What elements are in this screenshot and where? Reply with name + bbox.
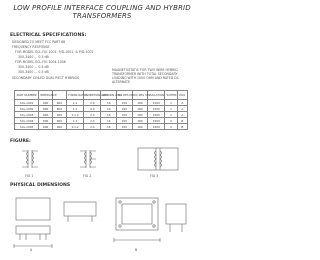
- table-cell: SCL-1001: [15, 100, 39, 106]
- table-row: [15, 124, 188, 130]
- table-cell: 600: [53, 118, 67, 124]
- table-cell: 600: [39, 106, 53, 112]
- table-cell: SCL-1002: [15, 106, 39, 112]
- schematic-fig-2: [80, 150, 96, 168]
- schematic-figures: [20, 146, 190, 174]
- note-line: ALTERNATE: [112, 80, 130, 84]
- table-cell: 2.0: [84, 100, 101, 106]
- table-cell: 1:1.2: [66, 112, 83, 118]
- column-header: RETURN LOSS: [101, 91, 117, 100]
- package-a-drawing: [14, 198, 96, 248]
- package-b-drawing: [114, 198, 186, 242]
- package-label: A: [30, 248, 33, 252]
- table-cell: 1: [165, 100, 177, 106]
- table-cell: 160: [132, 100, 148, 106]
- table-cell: 2.0: [84, 106, 101, 112]
- table-cell: 16: [101, 118, 117, 124]
- schematic-fig-3: [138, 148, 178, 170]
- table-cell: 900: [53, 124, 67, 130]
- table-cell: 1:1: [66, 100, 83, 106]
- page-title: LOW PROFILE INTERFACE COUPLING AND HYBRID TRANSFORMERS: [13, 4, 191, 20]
- table-cell: 2.0: [84, 118, 101, 124]
- table-cell: 1: [165, 112, 177, 118]
- spec-line: 300-3400 ... 0.5 dB: [18, 55, 49, 59]
- table-header-row: [15, 91, 188, 100]
- table-cell: 1:1.2: [66, 124, 83, 130]
- table-cell: A: [177, 106, 187, 112]
- column-header: TURNS RATIO: [66, 91, 83, 100]
- table-cell: 16: [101, 124, 117, 130]
- column-header: DC RES SEC: [132, 91, 148, 100]
- spec-line: FOR MODEL SCL-FIG 1001, P/D-1001, & P/D-1002: [15, 50, 94, 54]
- column-header: INSERTION LOSS: [84, 91, 101, 100]
- table-cell: 150: [117, 112, 133, 118]
- table-cell: 600: [39, 124, 53, 130]
- note-line: LOADING WITH 1000 OHM AND RATED DC: [112, 76, 179, 80]
- hybrid-note: [112, 68, 192, 88]
- table-cell: SCL-1003: [15, 112, 39, 118]
- table-cell: 16: [101, 100, 117, 106]
- table-cell: 150: [117, 100, 133, 106]
- table-cell: 600: [39, 100, 53, 106]
- table-cell: 2.0: [84, 112, 101, 118]
- spec-table: [14, 90, 188, 130]
- fig-label: FIG 1: [25, 174, 34, 178]
- note-line: MAGNETOSTATIC FOR TWO WIRE HYBRID: [112, 68, 178, 72]
- table-cell: 160: [132, 112, 148, 118]
- table-cell: 1500: [148, 112, 165, 118]
- table-cell: 160: [132, 124, 148, 130]
- table-cell: 16: [101, 106, 117, 112]
- spec-line: DESIGNED TO MEET FCC PART 68: [12, 40, 66, 44]
- table-cell: 600: [53, 106, 67, 112]
- column-header: PKG: [177, 91, 187, 100]
- table-cell: 600: [39, 118, 53, 124]
- fig-label: FIG 2: [83, 174, 92, 178]
- electrical-spec-list: [12, 40, 112, 84]
- package-label: B: [135, 248, 138, 252]
- column-header: ISOLATION: [148, 91, 165, 100]
- table-cell: 1:1: [66, 118, 83, 124]
- table-cell: 160: [132, 118, 148, 124]
- spec-line: 300-3400 ... 0.5 dB: [18, 70, 49, 74]
- table-cell: 150: [117, 106, 133, 112]
- table-cell: 150: [117, 124, 133, 130]
- table-cell: 600: [39, 112, 53, 118]
- schematic-fig-1: [22, 150, 38, 168]
- table-cell: 1: [165, 106, 177, 112]
- package-drawings: [12, 192, 192, 254]
- table-cell: B: [177, 124, 187, 130]
- table-cell: 2: [165, 124, 177, 130]
- column-header: IMPEDANCE: [39, 91, 53, 100]
- table-cell: 2: [165, 118, 177, 124]
- table-cell: 1500: [148, 118, 165, 124]
- table-cell: 2.0: [84, 124, 101, 130]
- table-cell: 900: [53, 112, 67, 118]
- spec-line: 300-3400 ... 0.5 dB: [18, 65, 49, 69]
- spec-line: FREQUENCY RESPONSE: [12, 45, 50, 49]
- column-header: SCHEM: [165, 91, 177, 100]
- table-cell: 1500: [148, 106, 165, 112]
- table-cell: 1500: [148, 124, 165, 130]
- table-cell: B: [177, 118, 187, 124]
- table-cell: A: [177, 112, 187, 118]
- physical-dimensions-heading: PHYSICAL DIMENSIONS: [10, 183, 71, 188]
- spec-line: SECONDARY COILED DUAL RECT HYBRIDS: [12, 76, 79, 80]
- note-line: TRANSFORMER WITH TOTAL SECONDARY: [112, 72, 178, 76]
- table-cell: 1500: [148, 100, 165, 106]
- table-cell: A: [177, 100, 187, 106]
- electrical-spec-heading: ELECTRICAL SPECIFICATIONS:: [10, 33, 87, 38]
- table-cell: 150: [117, 118, 133, 124]
- figure-heading: FIGURE:: [10, 139, 31, 144]
- table-cell: 16: [101, 112, 117, 118]
- table-cell: SCL-1005: [15, 124, 39, 130]
- column-header: PART NUMBER: [15, 91, 39, 100]
- table-cell: 600: [53, 100, 67, 106]
- fig-label: FIG 3: [150, 174, 159, 178]
- table-cell: SCL-1004: [15, 118, 39, 124]
- spec-line: FOR MODEL SCL-FIG 1004-1006: [15, 60, 66, 64]
- spec-table-wrap: [14, 90, 188, 130]
- table-cell: 1:1: [66, 106, 83, 112]
- column-header: DC RES PRI: [117, 91, 133, 100]
- table-cell: 160: [132, 106, 148, 112]
